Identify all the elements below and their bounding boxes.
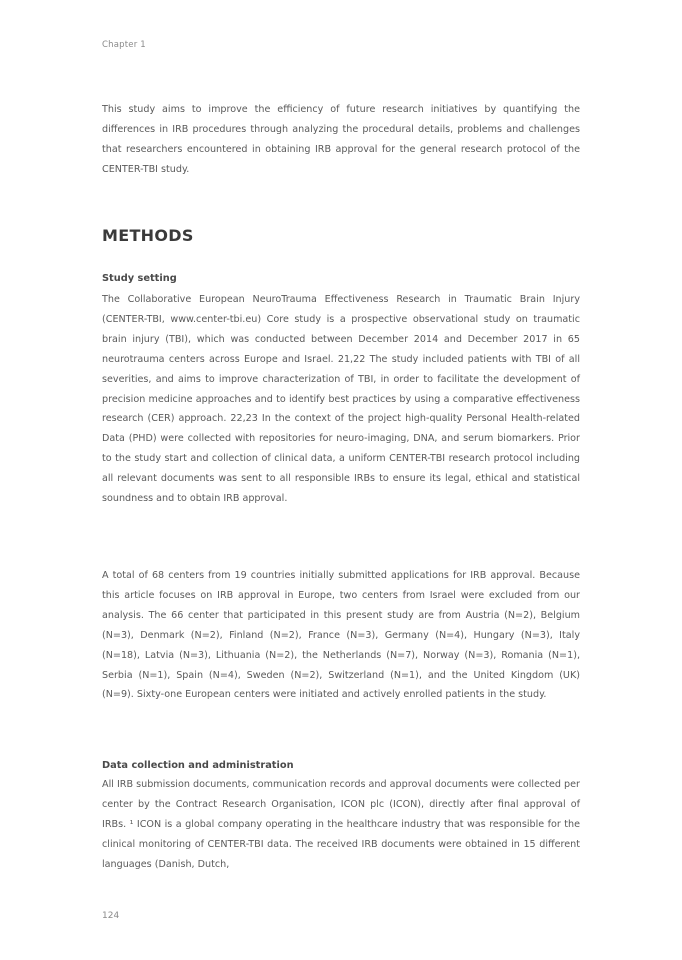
data-collection-heading: Data collection and administration	[102, 760, 294, 771]
centers-paragraph: A total of 68 centers from 19 countries initially submitted applications for IRB approval. Because this article focuses on IRB approval in Europe, two centers from Israel were excluded from our analysis. The 66 center that participated in this present study are from Austria (N=2), Belgium (N=3), Denmark (N=2), Finland (N=2), France (N=3), Germany (N=4), Hungary (N=3), Italy (N=18), Latvia (N=3), Lithuania (N=2), the Netherlands (N=7), Norway (N=3), Romania (N=1), Serbia (N=1), Spain (N=4), Sweden (N=2), Switzerland (N=1), and the United Kingdom (UK) (N=9). Sixty-one European centers were initiated and actively enrolled patients in the study.	[102, 570, 580, 701]
page-number: 124	[102, 911, 120, 921]
data-collection-paragraph: All IRB submission documents, communication records and approval documents were collected per center by the Contract Research Organisation, ICON plc (ICON), directly after final approval of IRBs. ¹ ICON is a global company operating in the healthcare industry that was responsible for the clinical monitoring of CENTER-TBI data. The received IRB documents were obtained in 15 different languages (Danish, Dutch,	[102, 779, 580, 870]
running-header: Chapter 1	[102, 40, 146, 50]
methods-heading: METHODS	[102, 226, 194, 245]
study-setting-heading: Study setting	[102, 273, 177, 284]
study-setting-paragraph: The Collaborative European NeuroTrauma Effectiveness Research in Traumatic Brain Injury (CENTER-TBI, www.center-tbi.eu) Core study is a prospective observational study on traumatic brain injury (TBI), which was conducted between December 2014 and December 2017 in 65 neurotrauma centers across Europe and Israel. 21,22 The study included patients with TBI of all severities, and aims to improve characterization of TBI, in order to facilitate the development of precision medicine approaches and to identify best practices by using a comparative effectiveness research (CER) approach. 22,23 In the context of the project high-quality Personal Health-related Data (PHD) were collected with repositories for neuro-imaging, DNA, and serum biomarkers. Prior to the study start and collection of clinical data, a uniform CENTER-TBI research protocol including all relevant documents was sent to all responsible IRBs to ensure its legal, ethical and statistical soundness and to obtain IRB approval.	[102, 294, 580, 505]
intro-paragraph: This study aims to improve the efficiency of future research initiatives by quantifying the differences in IRB procedures through analyzing the procedural details, problems and challenges that researchers encountered in obtaining IRB approval for the general research protocol of the CENTER-TBI study.	[102, 104, 580, 175]
